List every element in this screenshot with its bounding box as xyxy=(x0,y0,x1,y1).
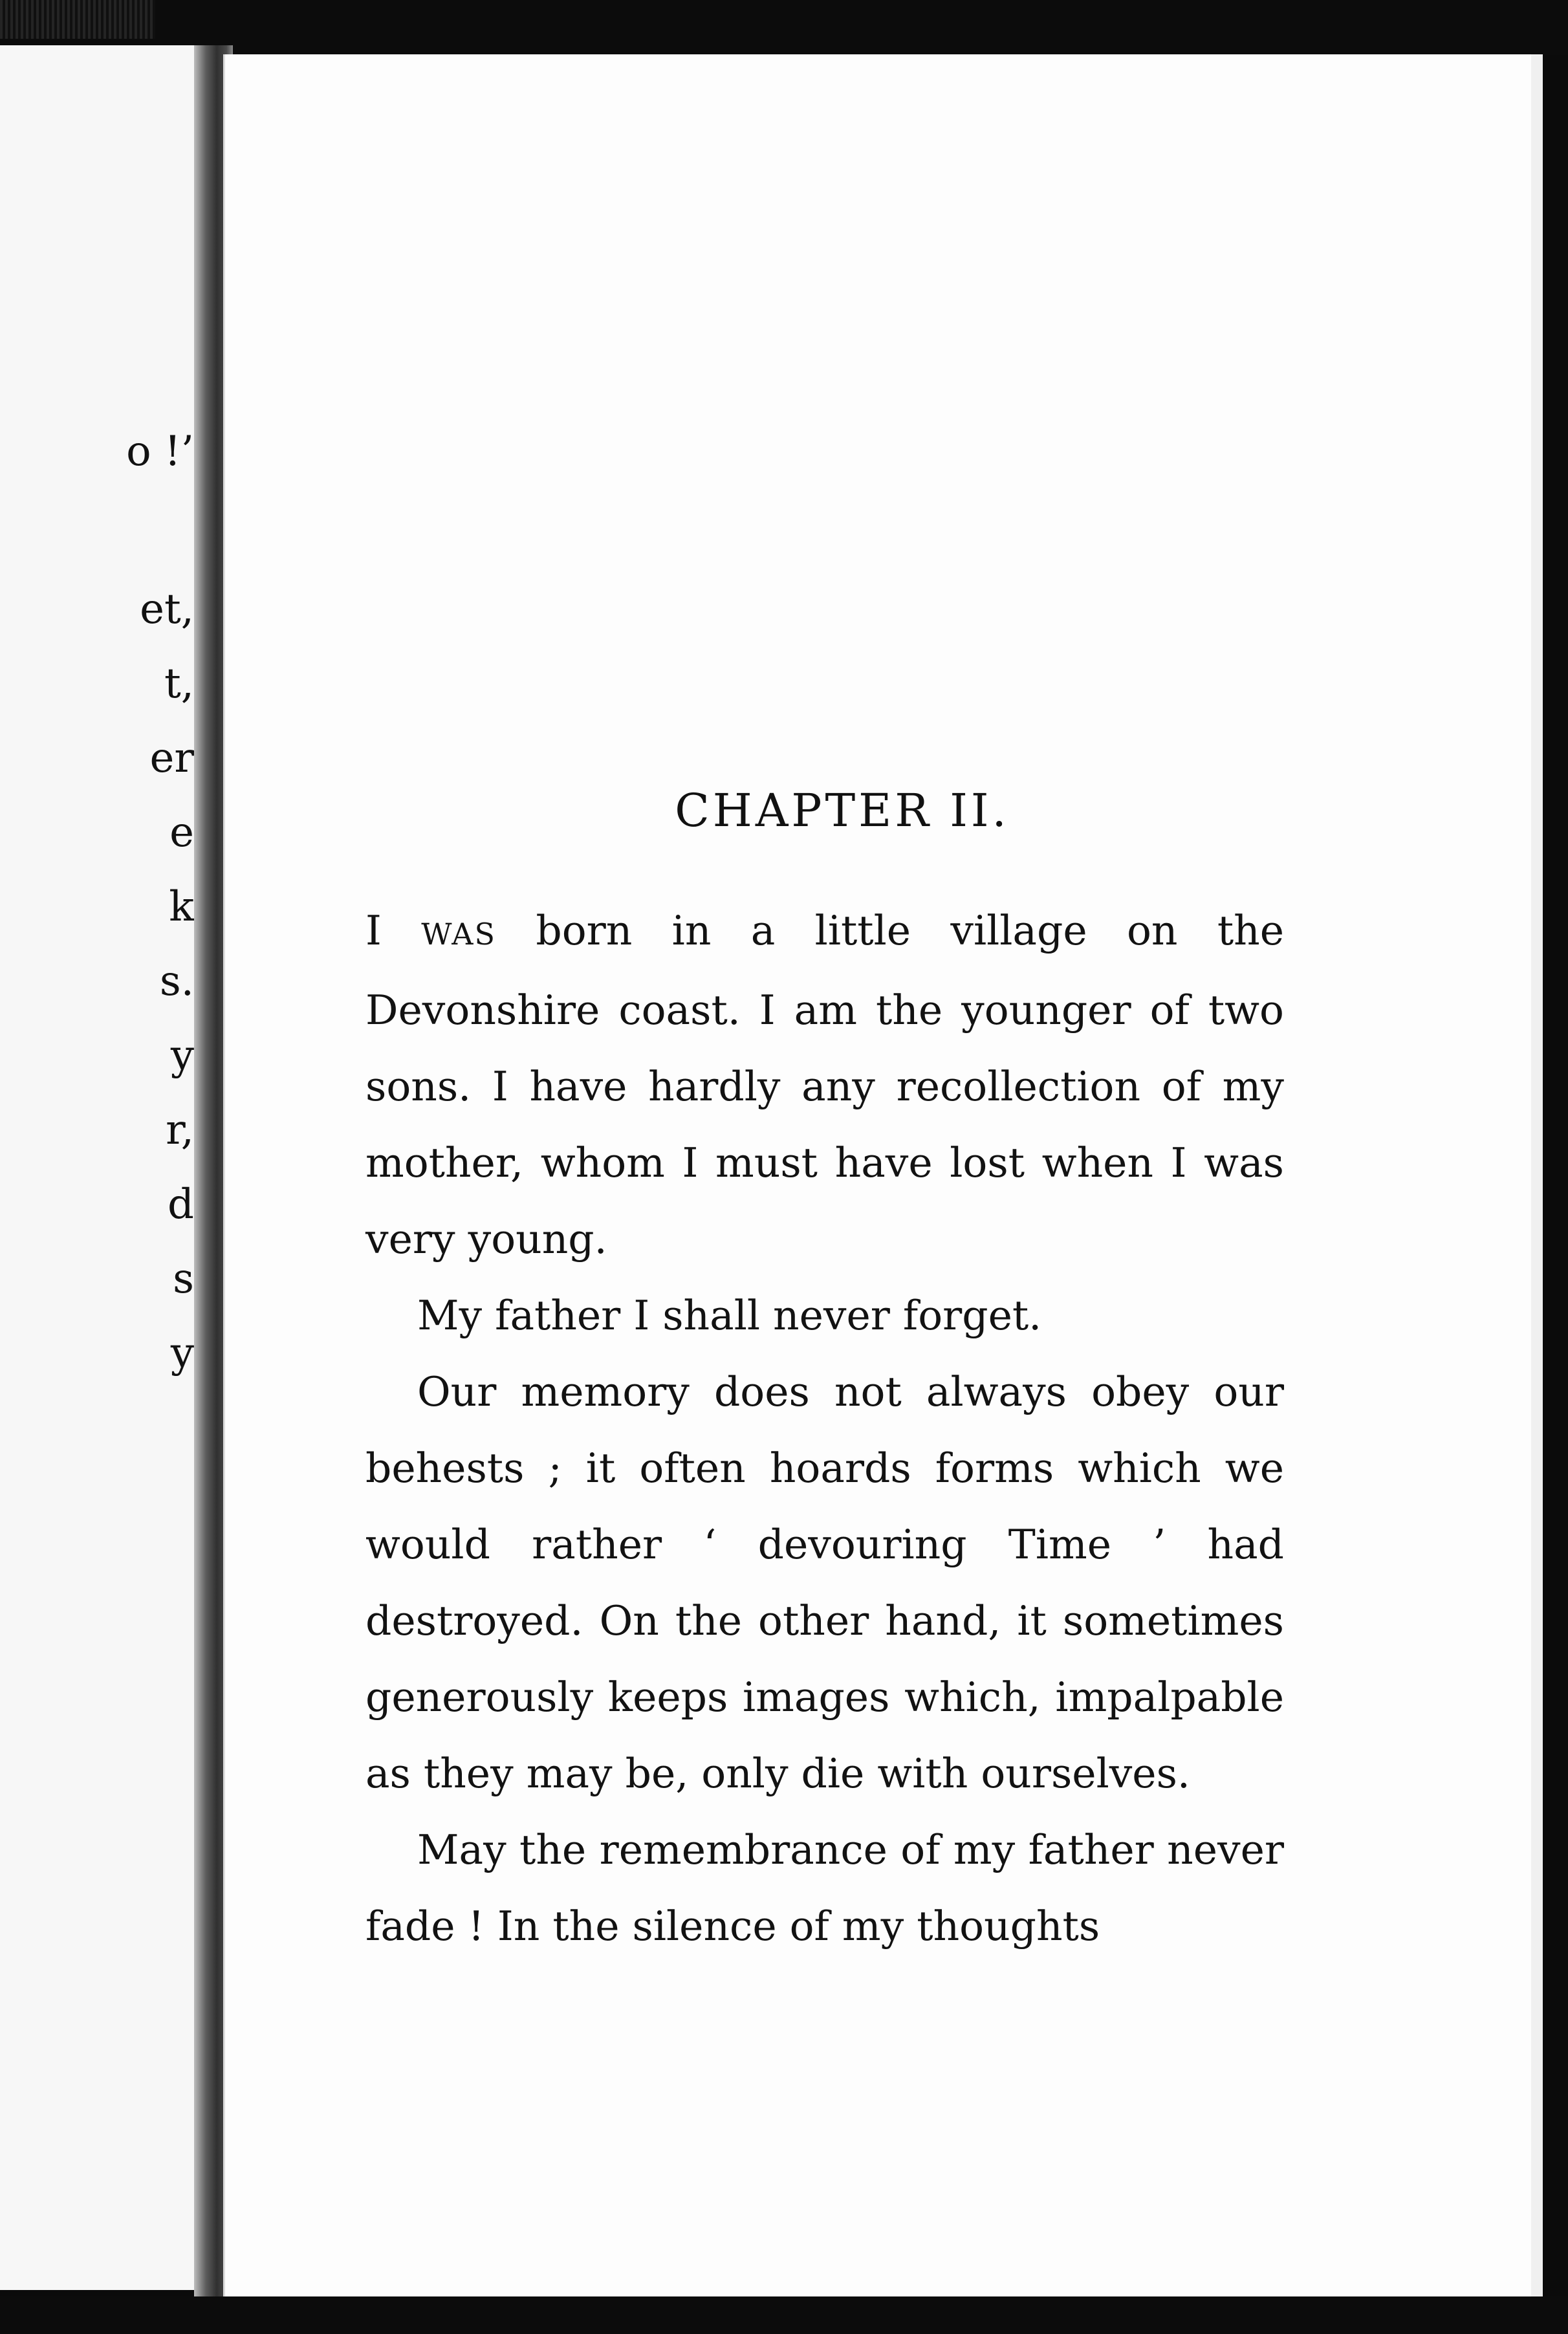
left-page-fragment: et, xyxy=(140,585,194,633)
top-dark-edge xyxy=(0,0,1568,55)
left-page-fragment: r, xyxy=(166,1106,194,1154)
chapter-text xyxy=(365,893,1284,1965)
paragraph-3: Our memory does not always obey our behests ; it often hoards forms which we would rather ‘ devouring Time ’ had destroyed. On the other hand, it sometimes generously keeps images which, impalpable as they may be, only die with ourselves. xyxy=(365,1368,1284,1797)
bottom-dark-edge xyxy=(0,2296,1568,2334)
paragraph-1-text: born in a little village on the Devonshire coast. I am the younger of two sons. I have hardly any recollection of my mother, whom I must have lost when I was very young. xyxy=(365,907,1285,1263)
left-page-fragment: s. xyxy=(159,957,194,1005)
paragraph-4: May the remembrance of my father never fade ! In the silence of my thoughts xyxy=(365,1826,1284,1950)
left-page-fragment: t, xyxy=(164,660,194,708)
left-page-fragment: y xyxy=(170,1032,194,1080)
left-page-fragment: k xyxy=(169,883,194,931)
opening-word: I xyxy=(365,907,382,954)
left-page-fragment: y xyxy=(170,1329,194,1377)
left-page-fragment: d xyxy=(168,1181,194,1228)
paragraph-2: My father I shall never forget. xyxy=(417,1292,1042,1339)
left-facing-page xyxy=(0,45,194,2290)
chapter-heading: CHAPTER II. xyxy=(675,784,1010,837)
left-page-fragment: er xyxy=(149,734,194,782)
left-page-fragment: e xyxy=(169,809,194,856)
paragraph-1 xyxy=(365,893,1284,1278)
left-page-fragment: o !’ xyxy=(126,428,194,475)
small-caps-word: WAS xyxy=(421,917,496,952)
left-page-fragment: s xyxy=(173,1255,194,1303)
cloth-binding-texture xyxy=(0,0,155,39)
